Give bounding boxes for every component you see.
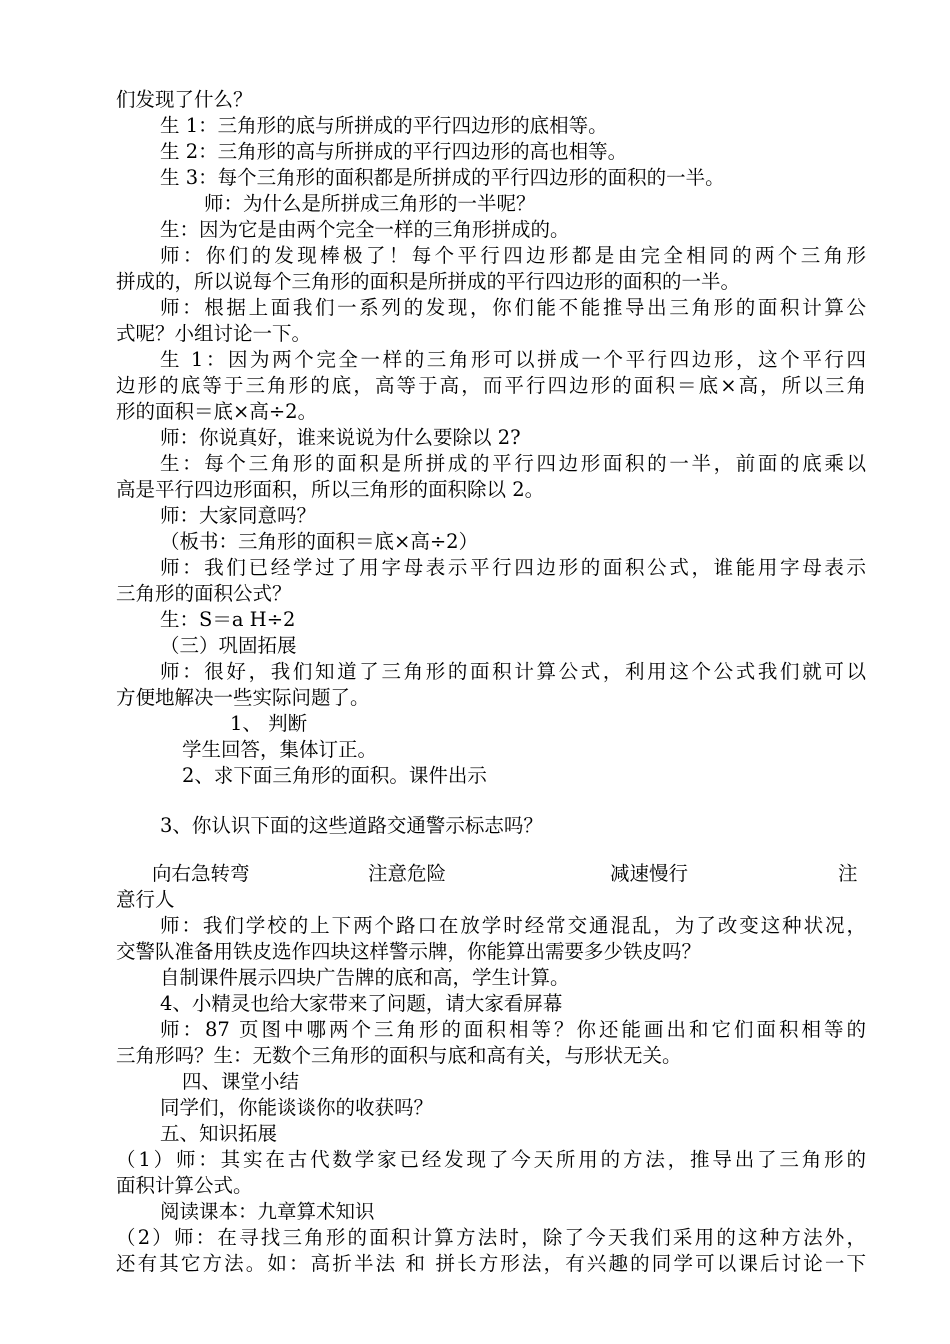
text-line: 面积计算公式。 (116, 1174, 253, 1197)
text-line: 2、求下面三角形的面积。课件出示 (182, 764, 487, 787)
text-line: 边形的底等于三角形的底，高等于高，而平行四边形的面积＝底×高，所以三角 (116, 374, 866, 397)
sign-caption: 注 (838, 862, 858, 885)
text-line: 四、课堂小结 (182, 1070, 300, 1093)
text-line: 师：为什么是所拼成三角形的一半呢？ (204, 192, 536, 215)
sign-caption: 向右急转弯 (152, 862, 250, 885)
text-line: 师：很好，我们知道了三角形的面积计算公式，利用这个公式我们就可以 (160, 660, 866, 683)
text-line: （板书：三角形的面积＝底×高÷2） (160, 530, 479, 553)
text-line: 阅读课本：九章算术知识 (160, 1200, 375, 1223)
text-line: 自制课件展示四块广告牌的底和高，学生计算。 (160, 966, 570, 989)
text-line: 意行人 (116, 888, 175, 911)
text-line: 同学们，你能谈谈你的收获吗？ (160, 1096, 434, 1119)
text-line: 生 1：三角形的底与所拼成的平行四边形的底相等。 (160, 114, 608, 137)
text-line: 们发现了什么？ (116, 88, 253, 111)
text-line: 师：你说真好，谁来说说为什么要除以 2? (160, 426, 521, 449)
text-line: （1）师：其实在古代数学家已经发现了今天所用的方法，推导出了三角形的 (116, 1148, 866, 1171)
text-line: 式呢？小组讨论一下。 (116, 322, 312, 345)
text-line: 4、小精灵也给大家带来了问题，请大家看屏幕 (160, 992, 563, 1015)
sign-caption: 减速慢行 (610, 862, 689, 885)
text-line: 形的面积＝底×高÷2。 (116, 400, 318, 423)
text-line: 学生回答，集体订正。 (182, 738, 378, 761)
text-line: 三角形吗？生：无数个三角形的面积与底和高有关，与形状无关。 (116, 1044, 682, 1067)
text-line: （三）巩固拓展 (160, 634, 297, 657)
text-line: 三角形的面积公式？ (116, 582, 292, 605)
text-line: 1、 判断 (230, 712, 308, 735)
text-line: 3、你认识下面的这些道路交通警示标志吗？ (160, 814, 543, 837)
text-line: 师：你们的发现棒极了！每个平行四边形都是由完全相同的两个三角形 (160, 244, 866, 267)
text-line: 生 2：三角形的高与所拼成的平行四边形的高也相等。 (160, 140, 628, 163)
sign-caption: 注意危险 (368, 862, 447, 885)
text-line: 方便地解决一些实际问题了。 (116, 686, 370, 709)
text-line: 生 3：每个三角形的面积都是所拼成的平行四边形的面积的一半。 (160, 166, 725, 189)
text-line: 生：S＝a H÷2 (160, 608, 296, 631)
text-line: 高是平行四边形面积，所以三角形的面积除以 2。 (116, 478, 545, 501)
text-line: 交警队准备用铁皮选作四块这样警示牌，你能算出需要多少铁皮吗？ (116, 940, 702, 963)
text-line: 生 1：因为两个完全一样的三角形可以拼成一个平行四边形，这个平行四 (160, 348, 866, 371)
text-line: 师：87 页图中哪两个三角形的面积相等？你还能画出和它们面积相等的 (160, 1018, 866, 1041)
text-line: 师：我们学校的上下两个路口在放学时经常交通混乱，为了改变这种状况， (160, 914, 866, 937)
text-line: 师：大家同意吗？ (160, 504, 317, 527)
text-line: 生：每个三角形的面积是所拼成的平行四边形面积的一半，前面的底乘以 (160, 452, 866, 475)
text-line: 师：根据上面我们一系列的发现，你们能不能推导出三角形的面积计算公 (160, 296, 866, 319)
text-line: 还有其它方法。如：高折半法 和 拼长方形法，有兴趣的同学可以课后讨论一下 (116, 1252, 866, 1275)
text-line: 生：因为它是由两个完全一样的三角形拼成的。 (160, 218, 570, 241)
text-line: 拼成的，所以说每个三角形的面积是所拼成的平行四边形的面积的一半。 (116, 270, 741, 293)
text-line: 五、知识拓展 (160, 1122, 278, 1145)
text-line: 师：我们已经学过了用字母表示平行四边形的面积公式，谁能用字母表示 (160, 556, 866, 579)
text-line: （2）师：在寻找三角形的面积计算方法时，除了今天我们采用的这种方法外， (116, 1226, 866, 1249)
